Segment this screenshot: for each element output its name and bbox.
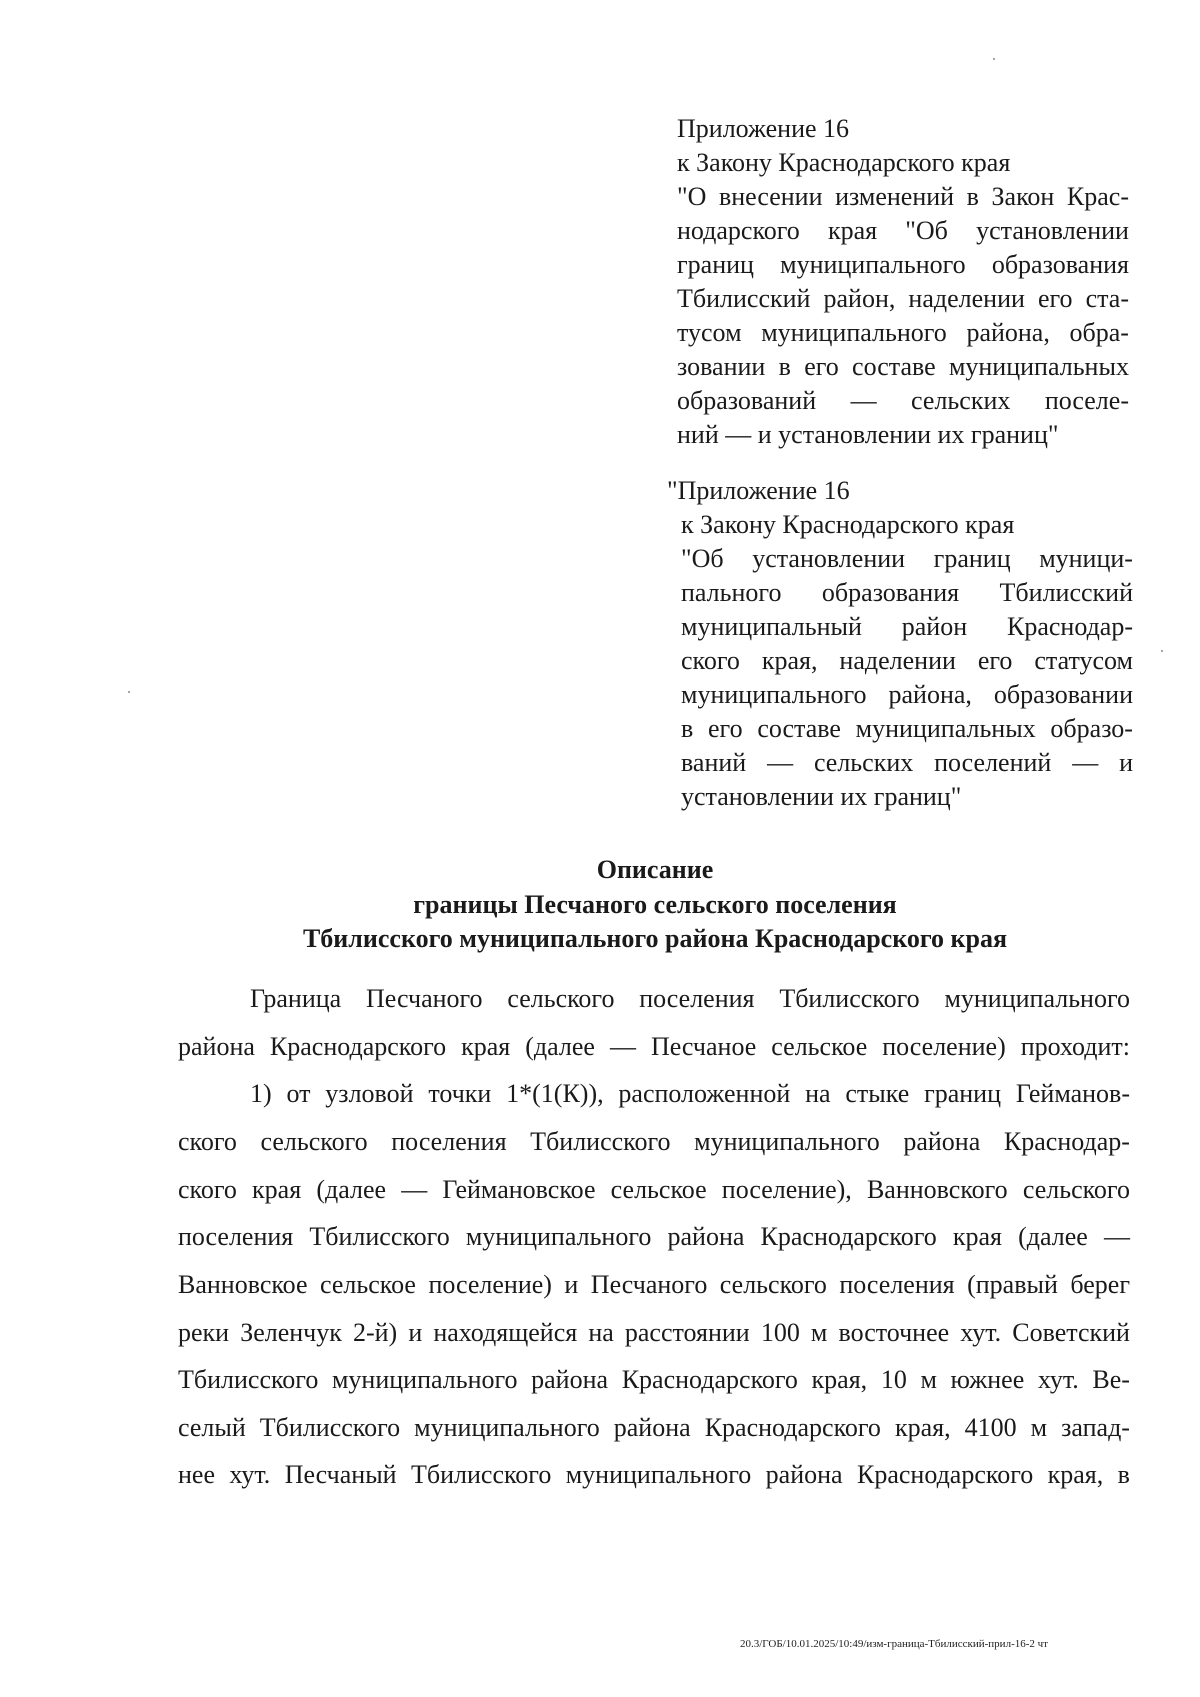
scan-speck [128, 691, 130, 693]
body-line: ского сельского поселения Тбилисского муниципального района Краснодар- [178, 1127, 1130, 1156]
scan-speck [993, 58, 995, 60]
annex-line: нодарского края "Об установлении [677, 216, 1129, 245]
body-line: селый Тбилисского муниципального района Краснодарского края, 4100 м запад- [178, 1413, 1130, 1442]
body-line: 1) от узловой точки 1*(1(К)), расположенной на стыке границ Гейманов- [250, 1079, 1130, 1108]
annex-line: тусом муниципального района, обра- [677, 318, 1129, 347]
annex-line: муниципального района, образовании [681, 680, 1133, 709]
annex-line: Тбилисский район, наделении его ста- [677, 284, 1129, 313]
body-line: района Краснодарского края (далее — Песчаное сельское поселение) проходит: [178, 1032, 1130, 1061]
scan-speck [1161, 650, 1163, 652]
annex-line: ского края, наделении его статусом [681, 646, 1133, 675]
title-line: Описание [596, 855, 714, 884]
title-line: Тбилисского муниципального района Краснодарского края [302, 924, 1008, 953]
annex-line: к Закону Краснодарского края [677, 148, 1011, 177]
body-line: ского края (далее — Геймановское сельское поселение), Ванновского сельского [178, 1175, 1130, 1204]
annex-line: "О внесении изменений в Закон Крас- [677, 182, 1129, 211]
body-line: Граница Песчаного сельского поселения Тбилисского муниципального [250, 984, 1130, 1013]
body-line: Ванновское сельское поселение) и Песчаного сельского поселения (правый берег [178, 1270, 1130, 1299]
annex-line: зовании в его составе муниципальных [677, 352, 1129, 381]
title-line: границы Песчаного сельского поселения [413, 890, 897, 919]
annex-line: ний — и установлении их границ" [677, 420, 1059, 449]
annex-line: в его составе муниципальных образо- [681, 714, 1133, 743]
annex-line: образований — сельских поселе- [677, 386, 1129, 415]
annex-line: муниципальный район Краснодар- [681, 612, 1133, 641]
annex-line: границ муниципального образования [677, 250, 1129, 279]
body-line: нее хут. Песчаный Тбилисского муниципального района Краснодарского края, в [178, 1460, 1130, 1489]
footer-file-reference: 20.3/ГОБ/10.01.2025/10:49/изм-граница-Тбилисский-прил-16-2 чт [740, 1638, 1048, 1650]
annex-line: ваний — сельских поселений — и [681, 748, 1133, 777]
body-line: поселения Тбилисского муниципального района Краснодарского края (далее — [178, 1222, 1130, 1251]
annex-line: к Закону Краснодарского края [681, 510, 1015, 539]
annex-line: Приложение 16 [677, 114, 850, 143]
annex-line: пального образования Тбилисский [681, 578, 1133, 607]
annex-line: "Об установлении границ муници- [681, 544, 1133, 573]
body-line: реки Зеленчук 2-й) и находящейся на расстоянии 100 м восточнее хут. Советский [178, 1318, 1130, 1347]
annex-line: "Приложение 16 [667, 476, 850, 505]
annex-line: установлении их границ" [681, 782, 962, 811]
body-line: Тбилисского муниципального района Краснодарского края, 10 м южнее хут. Ве- [178, 1365, 1130, 1394]
